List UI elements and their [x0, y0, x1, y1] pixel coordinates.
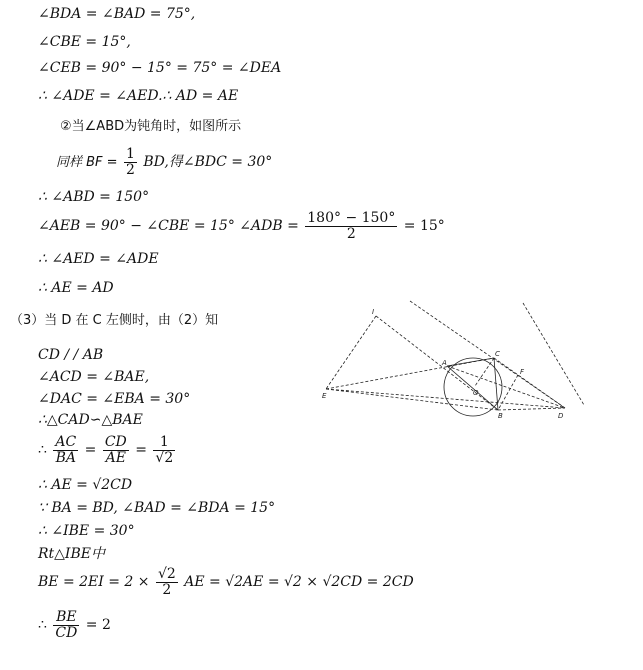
- fraction-be-cd-den: CD: [55, 624, 78, 641]
- line-17: ∴ AE = √2CD: [38, 477, 133, 493]
- label-i: I: [372, 308, 375, 316]
- line-22-post: = 2: [85, 617, 111, 633]
- fraction-angle: [305, 211, 397, 242]
- line-6: [56, 145, 272, 180]
- line-16: [38, 432, 177, 468]
- segment-ed: [326, 389, 565, 408]
- fraction-angle-num: 180° − 150°: [307, 209, 396, 226]
- fraction-one-root2-num: 1: [153, 435, 175, 451]
- fraction-be-cd: [53, 610, 79, 641]
- line-22-pre: ∴: [38, 617, 47, 633]
- segment-bd: [498, 408, 565, 410]
- line-1: ∠BDA = ∠BAD = 75°,: [38, 6, 196, 22]
- line-4-part-b: .∴ AD = AE: [158, 88, 239, 104]
- line-through-d-upper: [410, 301, 565, 408]
- segment-ad: [447, 366, 565, 408]
- fraction-cd-ae-den: AE: [105, 449, 126, 466]
- line-21-pre: BE = 2EI = 2 ×: [38, 574, 150, 590]
- fraction-ac-ba-num: AC: [55, 433, 77, 450]
- fraction-angle-den: 2: [346, 225, 356, 242]
- label-a: A: [442, 359, 447, 367]
- line-16-eq1: =: [84, 442, 97, 458]
- fraction-cd-ae-num: CD: [104, 433, 127, 450]
- segment-ab: [447, 366, 498, 410]
- line-16-eq2: =: [135, 442, 147, 458]
- fraction-root2-2-num: √2: [157, 565, 176, 582]
- line-13: ∠ACD = ∠BAE,: [38, 369, 150, 385]
- line-12: CD / / AB: [38, 347, 104, 363]
- line-5: ②当∠ABD为钝角时，如图所示: [60, 119, 242, 134]
- line-21-post: AE = √2AE = √2 × √2CD = 2CD: [184, 574, 414, 590]
- label-d: D: [558, 412, 564, 420]
- line-8-post: = 15°: [403, 218, 445, 234]
- segment-ie: [326, 316, 376, 389]
- fraction-cd-ae: [103, 435, 129, 466]
- fraction-root2-2: [156, 567, 178, 598]
- fraction-one-root2-den: √2: [155, 449, 174, 466]
- line-8-pre: ∠AEB = 90° − ∠CBE = 15° ∠ADB =: [38, 218, 299, 234]
- line-15: ∴△CAD∽△BAE: [38, 412, 143, 428]
- line-7: ∴ ∠ABD = 150°: [38, 189, 150, 205]
- fraction-one-root2: [153, 435, 175, 466]
- line-3: ∠CEB = 90° − 15° = 75° = ∠DEA: [38, 60, 282, 76]
- circle-o: [444, 358, 502, 416]
- line-16-pre: ∴: [38, 442, 47, 458]
- line-11: （3）当 D 在 C 左侧时，由（2）知: [10, 313, 219, 328]
- line-22: [38, 607, 111, 643]
- segment-ib: [376, 316, 498, 410]
- line-10: ∴ AE = AD: [38, 280, 114, 296]
- label-f: F: [520, 368, 525, 376]
- line-4: [38, 88, 238, 104]
- fraction-root2-2-den: 2: [162, 581, 172, 598]
- fraction-half-den: 2: [126, 161, 135, 178]
- fraction-be-cd-num: BE: [53, 610, 79, 626]
- line-20: Rt△IBE中: [38, 546, 105, 562]
- fraction-half: [124, 147, 137, 178]
- line-6-post: BD,得∠BDC = 30°: [143, 154, 273, 170]
- fraction-ac-ba: [53, 435, 78, 466]
- label-e: E: [322, 392, 327, 400]
- line-8: [38, 209, 445, 243]
- label-o: O: [473, 389, 479, 397]
- line-19: ∴ ∠IBE = 30°: [38, 523, 135, 539]
- line-9: ∴ ∠AED = ∠ADE: [38, 251, 159, 267]
- geometry-figure: [318, 300, 588, 430]
- label-b: B: [498, 412, 503, 420]
- line-18: ∵ BA = BD, ∠BAD = ∠BDA = 15°: [38, 500, 276, 516]
- line-right: [523, 303, 584, 405]
- line-21: [38, 564, 414, 600]
- label-c: C: [495, 350, 500, 358]
- line-4-part-a: ∴ ∠ADE = ∠AED: [38, 88, 159, 104]
- line-14: ∠DAC = ∠EBA = 30°: [38, 391, 191, 407]
- fraction-half-num: 1: [126, 145, 135, 162]
- line-6-pre: 同样 BF =: [56, 155, 118, 170]
- line-2: ∠CBE = 15°,: [38, 34, 131, 50]
- fraction-ac-ba-den: BA: [55, 449, 76, 466]
